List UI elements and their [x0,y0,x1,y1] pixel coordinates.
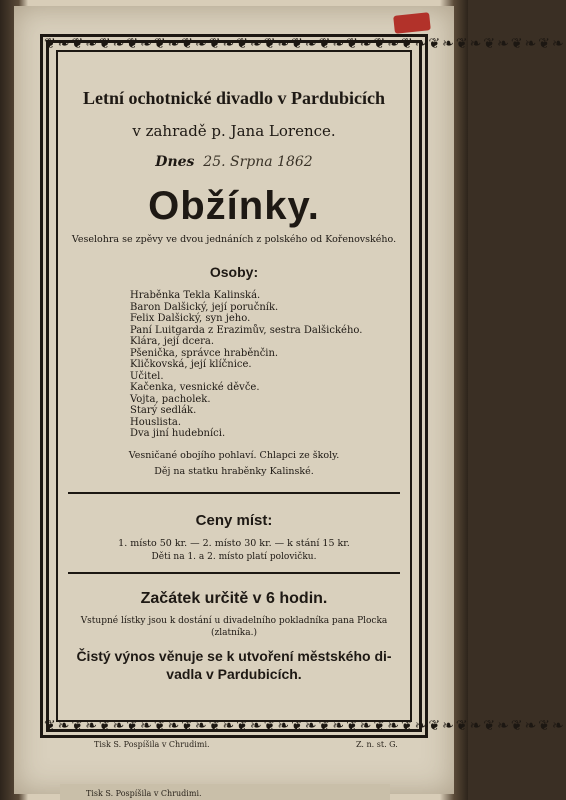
start-time: Začátek určitě v 6 hodin. [140,590,328,607]
bottom-ornament: ❦❧❦❧❦❧❦❧❦❧❦❧❦❧❦❧❦❧❦❧❦❧❦❧❦❧❦❧❦❧❦❧❦❧❦❧❦❧ [44,718,566,734]
divider-rule [68,492,400,494]
play-title: Obžínky. [148,184,320,228]
villagers-note: Vesničané obojího pohlaví. Chlapci ze školy. [128,450,340,461]
poster-content [56,50,412,722]
date-line [56,154,412,170]
proceeds-line-cont: vadla v Pardubicích. [166,666,302,682]
divider-rule [68,572,400,574]
cast-item: Kličkovská, její klíčnice. [130,359,252,370]
top-ornament: ❦❧❦❧❦❧❦❧❦❧❦❧❦❧❦❧❦❧❦❧❦❧❦❧❦❧❦❧❦❧❦❧❦❧❦❧❦❧ [44,36,566,52]
lower-sheet-printer: Tisk S. Pospíšila v Chrudimi. [86,789,202,798]
prices-heading: Ceny míst: [195,512,273,529]
date-label: Dnes [155,154,195,170]
venue: v zahradě p. Jana Lorence. [132,122,336,140]
cast-item: Felix Dalšický, syn jeho. [130,313,251,324]
cast-item: Vojta, pacholek. [130,393,211,405]
children-prices: Děti na 1. a 2. místo platí polovičku. [151,552,317,562]
cast-item: Paní Luitgarda z Erazimův, sestra Dalšického. [130,324,363,336]
tickets-info-cont: (zlatníka.) [211,628,257,638]
setting-note: Děj na statku hraběnky Kalinské. [154,466,314,477]
genre-line: Veselohra se zpěvy ve dvou jednáních z polského od Kořenovského. [71,234,397,245]
cast-item: Baron Dalšický, její poručník. [130,301,279,313]
cast-item: Kačenka, vesnické děvče. [130,382,260,393]
cast-heading: Osoby: [209,264,259,280]
cast-item: Učitel. [130,370,164,382]
tickets-info: Vstupné lístky jsou k dostání u divadelního pokladníka pana Plocka [80,616,388,626]
cast-item: Starý sedlák. [130,405,197,416]
theatre-name: Letní ochotnické divadlo v Pardubicích [82,88,386,108]
cast-item: Klára, její dcera. [130,336,215,347]
handwritten-date: 25. Srpna 1862 [203,154,313,170]
cast-item: Dva jiní hudebníci. [130,428,226,439]
cast-item: Hraběnka Tekla Kalinská. [130,290,261,301]
cast-list [130,290,362,440]
print-mark: Z. n. st. G. [356,740,398,749]
red-wax-mark [393,12,431,34]
cast-item: Pšenička, správce hraběnčin. [130,347,279,359]
cast-item: Houslista. [130,416,182,428]
proceeds-line: Čistý výnos věnuje se k utvoření městského di- [76,648,392,664]
prices-line: 1. místo 50 kr. — 2. místo 30 kr. — k stání 15 kr. [118,538,350,549]
printer-credit: Tisk S. Pospíšila v Chrudimi. [94,740,210,749]
